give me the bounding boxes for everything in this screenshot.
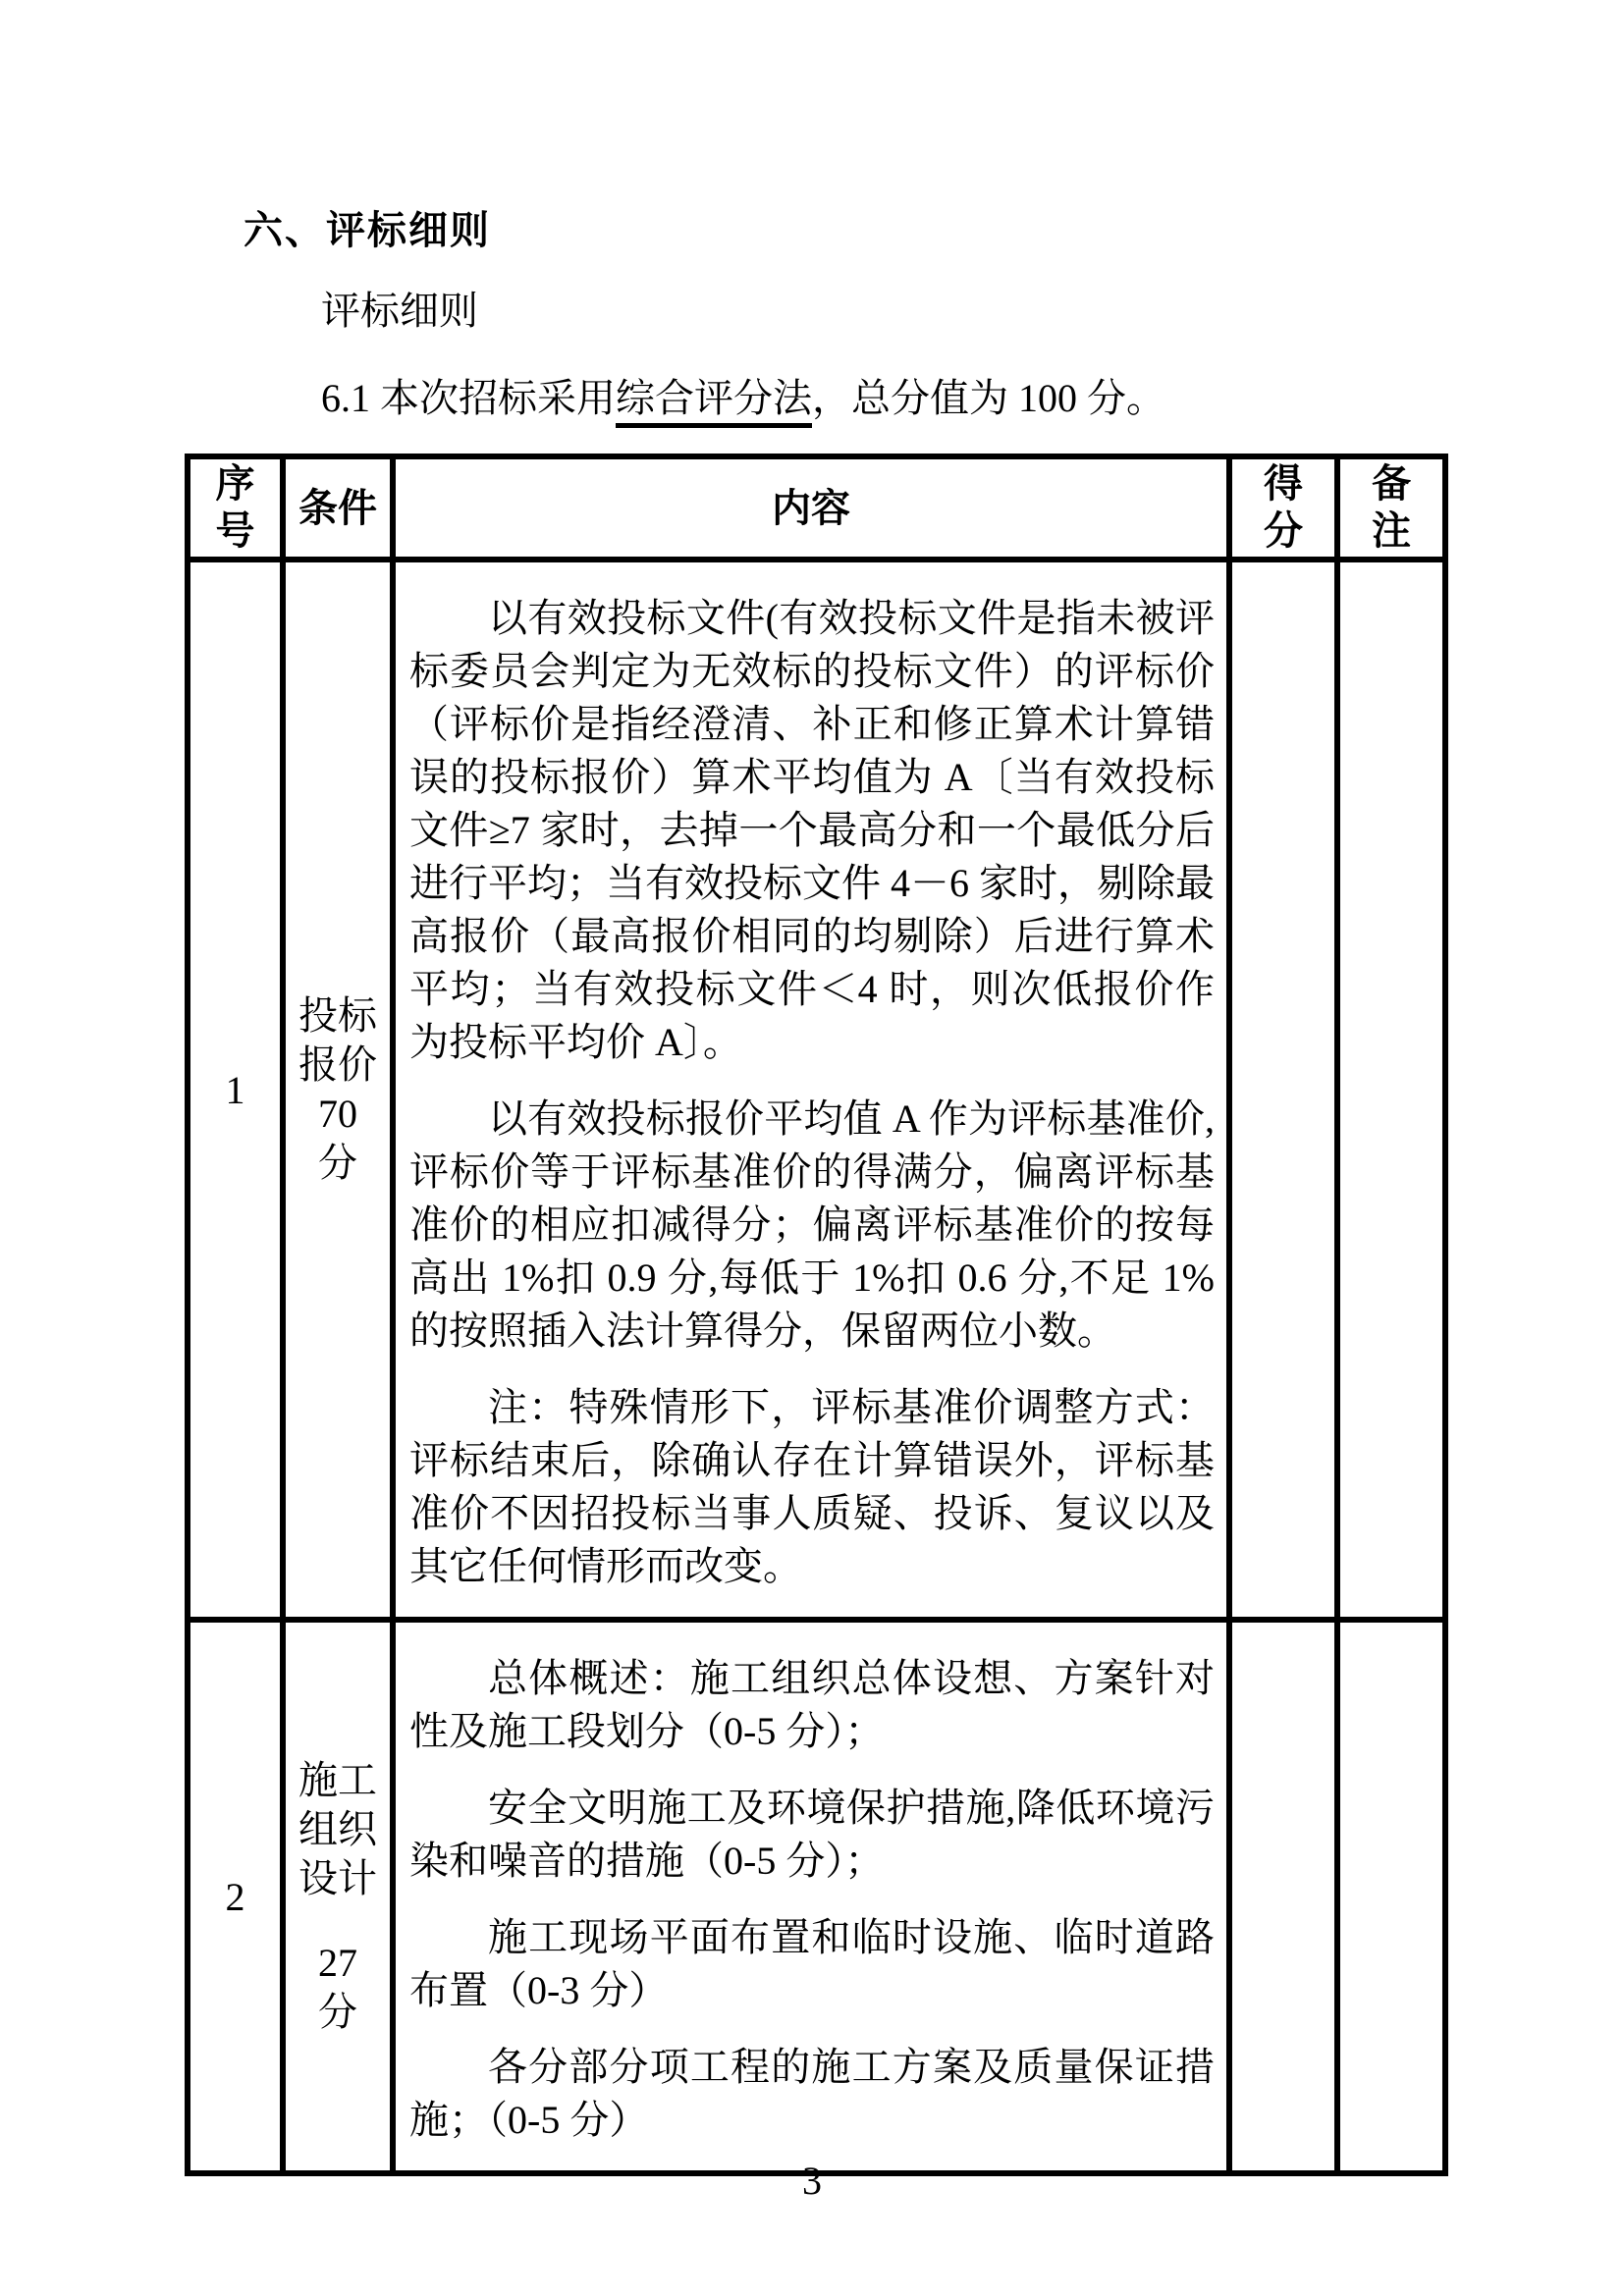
content-paragraph: 注：特殊情形下，评标基准价调整方式：评标结束后，除确认存在计算错误外，评标基准价不因招投标当事人质疑、投诉、复议以及其它任何情形而改变。 [409, 1385, 1215, 1588]
table-row [188, 1620, 1445, 2173]
content-paragraph: 施工现场平面布置和临时设施、临时道路布置（0-3 分） [409, 1915, 1215, 2012]
content-paragraph: 以有效投标文件(有效投标文件是指未被评标委员会判定为无效标的投标文件）的评标价（评标价是指经澄清、补正和修正算术计算错误的投标报价）算术平均值为 A〔当有效投标文件≥7 家时，去掉一个最高分和一个最低分后进行平均；当有效投标文件 4－6 家时，剔除最高报价（最高报价相同的均剔除）后进行算术平均；当有效投标文件＜4 时，则次低报价作为投标平均价 A〕。 [409, 596, 1215, 1064]
table-row [188, 560, 1445, 1620]
intro-paragraph [321, 367, 1165, 423]
condition-cell [283, 560, 393, 1620]
score-cell [1229, 1620, 1337, 2173]
header-remark-label: 备注 [1372, 461, 1411, 553]
seq-cell: 1 [188, 560, 283, 1620]
remark-cell [1337, 560, 1445, 1620]
table-header-row [188, 456, 1445, 560]
content-paragraph: 各分部分项工程的施工方案及质量保证措施；（0-5 分） [409, 2045, 1215, 2142]
header-score-label: 得分 [1264, 461, 1303, 553]
content-paragraph: 以有效投标报价平均值 A 作为评标基准价,评标价等于评标基准价的得满分，偏离评标基准价的相应扣减得分；偏离评标基准价的按每高出 1%扣 0.9 分,每低于 1%扣 0.6 分,不足 1%的按照插入法计算得分，保留两位小数。 [409, 1096, 1215, 1353]
condition-score: 70 分 [318, 1092, 357, 1185]
header-condition [283, 456, 393, 560]
content-cell [393, 1620, 1229, 2173]
content-paragraph: 安全文明施工及环境保护措施,降低环境污染和噪音的措施（0-5 分）； [409, 1786, 1215, 1883]
condition-name: 施工组织设计 [298, 1758, 377, 1900]
evaluation-rules-table [185, 454, 1448, 2176]
header-content [393, 456, 1229, 560]
header-condition-label: 条件 [298, 485, 377, 530]
page-number: 3 [802, 2159, 822, 2203]
content-paragraph: 总体概述：施工组织总体设想、方案针对性及施工段划分（0-5 分）； [409, 1656, 1215, 1753]
remark-cell [1337, 1620, 1445, 2173]
condition-cell [283, 1620, 393, 2173]
intro-prefix: 6.1 本次招标采用 [321, 376, 616, 420]
content-cell [393, 560, 1229, 1620]
header-score [1229, 456, 1337, 560]
intro-suffix: ，总分值为 100 分。 [812, 376, 1165, 420]
intro-underlined-term: 综合评分法 [616, 376, 812, 428]
header-seq-label: 序号 [215, 461, 255, 553]
seq-cell: 2 [188, 1620, 283, 2173]
condition-score: 27 分 [318, 1941, 357, 2034]
condition-name: 投标报价 [298, 993, 377, 1087]
header-seq [188, 456, 283, 560]
score-cell [1229, 560, 1337, 1620]
header-remark [1337, 456, 1445, 560]
header-content-label: 内容 [772, 485, 850, 530]
section-heading: 六、评标细则 [244, 208, 491, 252]
sub-heading: 评标细则 [321, 289, 478, 333]
